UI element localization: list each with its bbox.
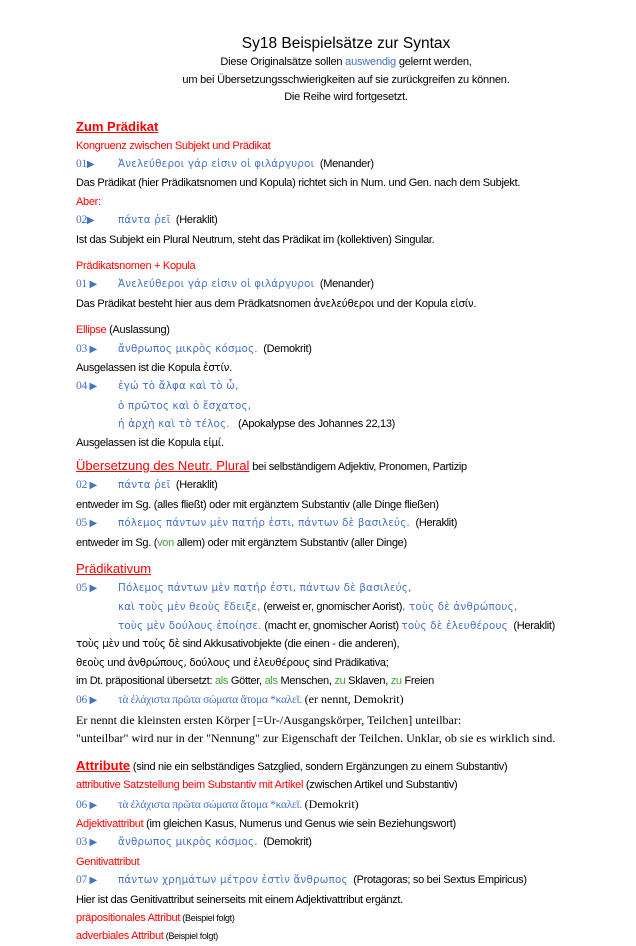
explanation: "unteilbar" wird nur in der "Nennung" zur Eigenschaft der Teilchen. Unklar, ob sie es wirklich sind. [76,731,556,746]
greek-sentence: Ἀνελεύθεροι γάρ εἰσιν οἱ φιλάργυροι [118,278,315,291]
ellipse-heading: Ellipse (Auslassung) [76,324,170,337]
explanation: Hier ist das Genitivattribut seinerseits mit einem Adjektivattribut ergänzt. [76,893,403,906]
source: (Heraklit) [513,619,556,632]
greek-word: εἰσίν [450,297,474,310]
example-01 [76,155,616,174]
greek-word: ἐστίν [203,361,230,374]
example-02 [76,476,616,495]
highlight-von: von [157,536,174,549]
subheading-adjektivattribut: Adjektivattribut [76,817,144,830]
greek-sentence: τὰ ἐλάχιστα πρῶτα σώματα ἄτομα *καλεῖ. [118,798,302,811]
source: (Menander) [319,157,374,170]
greek-sentence: πάντα ῥεῖ [118,214,171,227]
play-arrow-icon: ▶ [89,583,97,595]
example-number: 01 ▶ [76,278,97,291]
source: (Protagoras; so bei Sextus Empiricus) [353,874,527,887]
greek-sentence: ἄνθρωπος μικρὸς κόσμος. [118,836,258,849]
example-number: 06 ▶ [76,694,97,707]
greek-line: Πόλεμος πάντων μὲν πατήρ ἐστι, πάντων δὲ βασιλεύς, [118,582,412,595]
example-number: 06 ▶ [76,798,97,811]
subheading-attributive-satzstellung: attributive Satzstellung beim Substantiv mit Artikel [76,779,304,792]
greek-sentence: πάντα ῥεῖ [118,479,171,492]
example-number: 02 ▶ [76,479,97,492]
greek-word: εἰμί [203,436,221,449]
example-05 [76,514,616,533]
note: (Beispiel folgt) [163,931,218,942]
example-06 [76,795,616,815]
play-arrow-icon: ▶ [86,158,95,170]
intro-line-3: Die Reihe wird fortgesetzt. [284,91,408,103]
document-header [76,34,616,107]
intro-line-2: um bei Übersetzungsschwierigkeiten auf sie zurückgreifen zu können. [182,73,510,86]
label-aber: Aber: [76,195,101,208]
section-attribute-heading: Attribute (sind nie ein selbständiges Satzglied, sondern Ergänzungen zu einem Substantiv) [76,757,508,773]
intro-text: gelernt werden, [395,56,472,68]
greek-sentence: ἄνθρωπος μικρὸς κόσμος. [118,342,258,355]
greek-line: ἐγώ τὸ ἄλφα καὶ τὸ ὦ, [118,380,239,393]
play-arrow-icon: ▶ [89,518,97,530]
section-heading-praedikativum: Prädikativum [76,561,152,577]
play-arrow-icon: ▶ [89,695,97,707]
explanation: Er nennt die kleinsten ersten Körper [=Ur-/Ausgangskörper, Teilchen] unteilbar: [76,712,462,727]
example-06 [76,690,616,710]
explanation: Ausgelassen ist die Kopula εἰμί. [76,436,224,449]
subheading-praepositionales-attribut: präpositionales Attribut [76,911,181,924]
example-number: 07 ▶ [76,874,97,887]
label-ellipse: Ellipse [76,324,107,337]
source: (Demokrit) [263,342,312,355]
page-title: Sy18 Beispielsätze zur Syntax [241,35,451,52]
explanation: Ist das Subjekt ein Plural Neutrum, steht das Prädikat im (kollektiven) Singular. [76,233,435,246]
source: (er nennt, Demokrit) [304,692,404,707]
example-02 [76,211,616,230]
intro-line-1 [76,54,616,72]
source: (Heraklit) [415,517,458,530]
greek-line: τοὺς μὲν δούλους ἐποίησε. [118,619,262,632]
section-heading-praedikat: Zum Prädikat [76,118,159,134]
example-number: 05 ▶ [76,517,97,530]
explanation: im Dt. präpositional übersetzt: als Götter, als Menschen, zu Sklaven, zu Freien [76,675,434,688]
example-07 [76,871,616,890]
example-03 [76,833,616,852]
example-number: 03 ▶ [76,836,97,849]
source: (Demokrit) [263,836,312,849]
section-neutr-plural-heading: Übersetzung des Neutr. Plural bei selbständigem Adjektiv, Pronomen, Partizip [76,458,467,473]
example-number: 01▶ [76,157,95,170]
play-arrow-icon: ▶ [89,875,97,887]
explanation: Ausgelassen ist die Kopula ἐστίν. [76,361,232,374]
explanation: τοὺς μὲν und τοὺς δὲ sind Akkusativobjekte (die einen - die anderen), [76,638,400,651]
example-number: 03 ▶ [76,342,97,355]
play-arrow-icon: ▶ [89,279,97,291]
play-arrow-icon: ▶ [89,799,97,811]
explanation: Das Prädikat (hier Prädikatsnomen und Kopula) richtet sich in Num. und Gen. nach dem Subjekt. [76,177,521,190]
intro-text: Diese Originalsätze sollen [220,56,346,68]
source: (Demokrit) [304,796,359,811]
greek-line: ὁ πρῶτος καὶ ὁ ἔσχατος, [118,399,252,412]
greek-sentence: πάντων χρημάτων μέτρον ἐστὶν ἄνθρωπος [118,874,348,887]
play-arrow-icon: ▶ [89,480,97,492]
explanation: entweder im Sg. (von allem) oder mit ergänztem Substantiv (aller Dinge) [76,536,407,549]
greek-word: ἀνελεύθεροι [313,297,375,310]
source: (Heraklit) [175,214,218,227]
greek-sentence: τὰ ἐλάχιστα πρῶτα σώματα ἄτομα *καλεῖ. [118,694,302,707]
section-heading-attribute: Attribute [76,757,131,773]
explanation: entweder im Sg. (alles fließt) oder mit ergänztem Substantiv (alle Dinge fließen) [76,498,439,511]
subheading-kongruenz: Kongruenz zwischen Subjekt und Prädikat [76,139,271,152]
greek-line: , τοὺς δὲ ἀνθρώπους, [402,601,518,614]
subheading-genitivattribut: Genitivattribut [76,855,140,868]
subheading-adverbiales-attribut: adverbiales Attribut [76,930,164,943]
play-arrow-icon: ▶ [86,215,95,227]
subheading-praedikatsnomen: Prädikatsnomen + Kopula [76,259,196,272]
example-03 [76,340,616,359]
example-number: 02▶ [76,214,95,227]
note: (macht er, gnomischer Aorist) [261,619,402,632]
source: (Heraklit) [175,479,218,492]
example-04 [76,377,616,396]
source: (Menander) [319,278,374,291]
greek-sentence: πόλεμος πάντων μὲν πατήρ ἐστι, πάντων δὲ βασιλεύς. [118,517,410,530]
source: (Apokalypse des Johannes 22,13) [238,418,396,431]
example-05 [76,579,616,598]
document-page: Sy18 Beispielsätze zur Syntax Diese Originalsätze sollen auswendig gelernt werden, um bei Übersetzungsschwierigkeiten auf sie zurückgreifen zu können. Die Reihe wird fortgesetzt. Zum Prädikat Kongruenz zwischen Subjekt und Prädikat 01▶ Ἀνελεύθεροι γάρ εἰσιν οἱ φιλάργυροι (Menander) Das Prädikat (hier Prädikatsnomen und Kopula) richtet sich in Num. und Gen. nach dem Subjekt. Aber: 02▶ πάντα ῥεῖ (Heraklit) Ist das Subjekt ein Plural Neutrum, steht das Prädikat im (kollektiven) Singular. Prädikatsnomen + Kopula 01 ▶ Ἀνελεύθεροι γάρ εἰσιν οἱ φιλάργυροι (Menander) Das Prädikat besteht hier aus dem Prädkatsnomen ἀνελεύθεροι und der Kopula εἰσίν. Ellipse (Auslassung) 03 ▶ ἄνθρωπος μικρὸς κόσμος. (Demokrit) Ausgelassen ist die Kopula ἐστίν. 04 ▶ ἐγώ τὸ ἄλφα καὶ τὸ ὦ, ὁ πρῶτος καὶ ὁ ἔσχατος, ἡ ἀρχὴ καὶ τὸ τέλος. (Apokalypse des Johannes 22,13) Ausgelassen ist die Kopula εἰμί. Übersetzung des Neutr. Plural bei selbständigem Adjektiv, Pronomen, Partizip 02 ▶ πάντα ῥεῖ (Heraklit) entweder im Sg. (alles fließt) oder mit ergänztem Substantiv (alle Dinge fließen) 05 ▶ πόλεμος πάντων μὲν πατήρ ἐστι, πάντων δὲ βασιλεύς. (Heraklit) entweder im Sg. (von allem) oder mit ergänztem Substantiv (aller Dinge) Prädikativum 05 ▶ Πόλεμος πάντων μὲν πατήρ ἐστι, πάντων δὲ βασιλεύς, καὶ τοὺς μὲν θεοὺς ἔδειξε, (erweist er, gnomischer Aorist), τοὺς δὲ ἀνθρώπους, τοὺς μὲν δούλους ἐποίησε. (macht er, gnomischer Aorist) τοὺς δὲ ἐλευθέρους (Heraklit) τοὺς μὲν und τοὺς δὲ sind Akkusativobjekte (die einen - die anderen), θεοὺς und ἀνθρώπους, δούλους und ἐλευθέρους sind Prädikativa; im Dt. präpositional übersetzt: als Götter, als Menschen, zu Sklaven, zu Freien 06 ▶ τὰ ἐλάχιστα πρῶτα σώματα ἄτομα *καλεῖ. (er nennt, Demokrit) Er nennt die kleinsten ersten Körper [=Ur-/Ausgangskörper, Teilchen] unteilbar: "unteilbar" wird nur in der "Nennung" zur Eigenschaft der Teilchen. Unklar, ob sie es wirklich sind. Attribute (sind nie ein selbständiges Satzglied, sondern Ergänzungen zu einem Substantiv) attributive Satzstellung beim Substantiv mit Artikel (zwischen Artikel und Substantiv) 06 ▶ τὰ ἐλάχιστα πρῶτα σώματα ἄτομα *καλεῖ. (Demokrit) Adjektivattribut (im gleichen Kasus, Numerus und Genus wie sein Beziehungswort) 03 ▶ ἄνθρωπος μικρὸς κόσμος. (Demokrit) Genitivattribut 07 ▶ πάντων χρημάτων μέτρον ἐστὶν ἄνθρωπος (Protagoras; so bei Sextus Empiricus) Hier ist das Genitivattribut seinerseits mit einem Adjektivattribut ergänzt. präpositionales Attribut (Beispiel folgt) adverbiales Attribut (Beispiel folgt) [76,34,616,946]
note: (Beispiel folgt) [180,912,235,923]
greek-line: καὶ τοὺς μὲν θεοὺς ἔδειξε, [118,601,261,614]
greek-line: τοὺς δὲ ἐλευθέρους [401,619,508,632]
example-01 [76,275,616,294]
example-number: 04 ▶ [76,380,97,393]
play-arrow-icon: ▶ [89,381,97,393]
greek-sentence: Ἀνελεύθεροι γάρ εἰσιν οἱ φιλάργυροι [118,157,315,170]
explanation: θεοὺς und ἀνθρώπους, δούλους und ἐλευθέρους sind Prädikativa; [76,656,389,669]
play-arrow-icon: ▶ [89,343,97,355]
note: (erweist er, gnomischer Aorist) [260,601,403,614]
explanation: Das Prädikat besteht hier aus dem Prädkatsnomen ἀνελεύθεροι und der Kopula εἰσίν. [76,297,477,310]
example-number: 05 ▶ [76,582,97,595]
greek-line: ἡ ἀρχὴ καὶ τὸ τέλος. [118,418,230,431]
highlight-auswendig: auswendig [345,56,396,68]
section-heading-neutr-plural: Übersetzung des Neutr. Plural [76,458,250,473]
play-arrow-icon: ▶ [89,837,97,849]
